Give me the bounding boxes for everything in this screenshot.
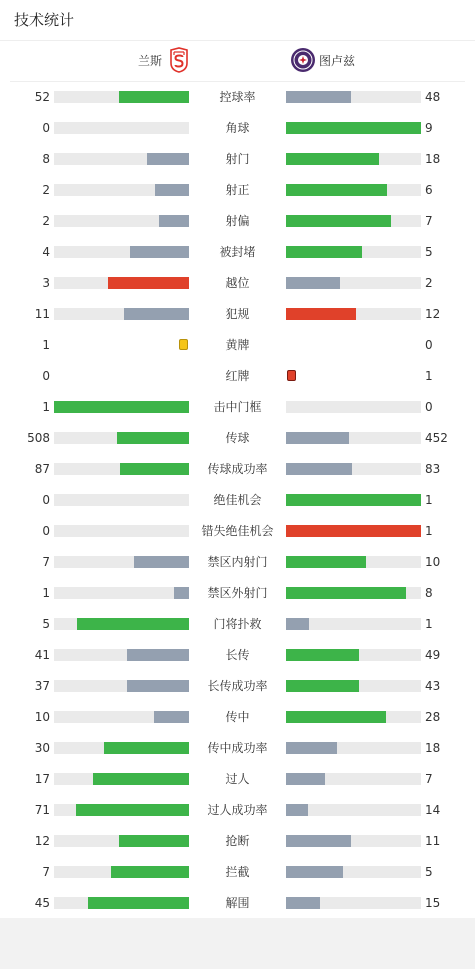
home-value: 5	[42, 617, 50, 631]
yellow-card-icon	[179, 339, 188, 350]
home-value: 71	[34, 803, 50, 817]
home-value: 0	[42, 369, 50, 383]
stat-row	[0, 144, 475, 175]
stat-row	[0, 640, 475, 671]
away-value: 15	[425, 896, 441, 910]
home-bar-fill	[77, 618, 189, 630]
away-value: 11	[425, 834, 441, 848]
home-bar-track	[54, 866, 189, 878]
away-bar-fill	[286, 153, 379, 165]
stat-label: 错失绝佳机会	[201, 524, 274, 538]
home-value: 1	[42, 586, 50, 600]
home-bar-fill	[124, 308, 189, 320]
stat-label: 禁区内射门	[207, 555, 268, 569]
stat-row	[0, 826, 475, 857]
home-bar-fill	[119, 835, 189, 847]
away-bar-track	[286, 122, 421, 134]
away-bar-track	[286, 773, 421, 785]
away-bar-fill	[286, 308, 356, 320]
away-value: 5	[425, 245, 433, 259]
home-value: 30	[34, 741, 50, 755]
away-value: 1	[425, 524, 433, 538]
away-value: 5	[425, 865, 433, 879]
home-bar-fill	[127, 649, 189, 661]
home-value: 8	[42, 152, 50, 166]
home-bar-track	[54, 556, 189, 568]
away-value: 8	[425, 586, 433, 600]
away-bar-track	[286, 711, 421, 723]
stat-label: 角球	[225, 121, 250, 135]
away-bar-track	[286, 649, 421, 661]
away-bar-track	[286, 401, 421, 413]
home-value: 1	[42, 338, 50, 352]
stade-reims-crest-icon	[170, 47, 188, 76]
home-value: 52	[34, 90, 50, 104]
away-bar-fill	[286, 804, 308, 816]
home-value: 4	[42, 245, 50, 259]
home-bar-track	[54, 804, 189, 816]
page-title: 技术统计	[14, 11, 75, 29]
home-bar-track	[54, 277, 189, 289]
home-value: 11	[34, 307, 50, 321]
away-bar-fill	[286, 773, 325, 785]
home-bar-track	[54, 649, 189, 661]
stat-label: 过人	[225, 772, 250, 786]
home-bar-track	[54, 215, 189, 227]
home-bar-track	[54, 587, 189, 599]
stat-row	[0, 237, 475, 268]
away-value: 6	[425, 183, 433, 197]
stat-label: 传球	[225, 431, 250, 445]
home-bar-track	[54, 153, 189, 165]
away-bar-track	[286, 91, 421, 103]
home-value: 7	[42, 555, 50, 569]
stat-row	[0, 82, 475, 113]
away-value: 1	[425, 493, 433, 507]
home-bar-track	[54, 897, 189, 909]
home-bar-fill	[174, 587, 189, 599]
away-bar-fill	[286, 587, 406, 599]
stat-row	[0, 547, 475, 578]
home-bar-track	[54, 494, 189, 506]
stat-label: 禁区外射门	[207, 586, 268, 600]
stat-label: 抢断	[225, 834, 250, 848]
home-bar-fill	[76, 804, 189, 816]
away-bar-fill	[286, 432, 349, 444]
home-value: 3	[42, 276, 50, 290]
stat-row	[0, 206, 475, 237]
away-bar-fill	[286, 711, 386, 723]
away-bar-fill	[286, 742, 337, 754]
stat-label: 传球成功率	[207, 462, 268, 476]
stat-label: 传中	[225, 710, 250, 724]
toulouse-fc-crest-icon	[290, 47, 316, 76]
away-bar-fill	[286, 122, 421, 134]
away-bar-track	[286, 308, 421, 320]
away-bar-fill	[286, 215, 391, 227]
away-value: 1	[425, 369, 433, 383]
away-bar-fill	[286, 556, 366, 568]
away-value: 83	[425, 462, 441, 476]
away-value: 9	[425, 121, 433, 135]
away-bar-fill	[286, 246, 362, 258]
away-value: 48	[425, 90, 441, 104]
stat-row	[0, 454, 475, 485]
away-bar-track	[286, 742, 421, 754]
home-value: 7	[42, 865, 50, 879]
away-bar-fill	[286, 835, 351, 847]
away-bar-track	[286, 835, 421, 847]
away-bar-track	[286, 277, 421, 289]
home-bar-fill	[159, 215, 189, 227]
away-bar-fill	[286, 91, 351, 103]
stat-label: 犯规	[225, 307, 250, 321]
stat-label: 红牌	[225, 369, 250, 383]
teams-header	[0, 41, 475, 81]
home-value: 2	[42, 183, 50, 197]
stat-row	[0, 733, 475, 764]
away-value: 10	[425, 555, 441, 569]
away-bar-track	[286, 494, 421, 506]
stat-row	[0, 299, 475, 330]
stat-row	[0, 857, 475, 888]
stat-row	[0, 795, 475, 826]
away-bar-track	[286, 432, 421, 444]
stat-label: 长传成功率	[207, 679, 268, 693]
home-bar-track	[54, 525, 189, 537]
home-value: 508	[27, 431, 50, 445]
home-bar-fill	[134, 556, 189, 568]
stat-row	[0, 702, 475, 733]
away-bar-fill	[286, 866, 343, 878]
away-bar-track	[286, 463, 421, 475]
stats-list	[0, 82, 475, 919]
home-bar-fill	[108, 277, 189, 289]
away-bar-track	[286, 680, 421, 692]
away-bar-track	[286, 587, 421, 599]
home-value: 0	[42, 524, 50, 538]
away-bar-track	[286, 215, 421, 227]
away-value: 1	[425, 617, 433, 631]
stat-row	[0, 671, 475, 702]
stat-label: 射正	[225, 183, 250, 197]
home-value: 1	[42, 400, 50, 414]
away-value: 12	[425, 307, 441, 321]
home-bar-track	[54, 711, 189, 723]
away-bar-track	[286, 804, 421, 816]
stat-row	[0, 764, 475, 795]
home-bar-fill	[130, 246, 189, 258]
home-bar-track	[54, 680, 189, 692]
home-bar-fill	[119, 91, 189, 103]
stat-row	[0, 609, 475, 640]
away-value: 43	[425, 679, 441, 693]
home-bar-track	[54, 835, 189, 847]
stat-label: 控球率	[219, 90, 256, 104]
stat-label: 击中门框	[213, 400, 262, 414]
stat-label: 解围	[225, 896, 250, 910]
stat-row	[0, 423, 475, 454]
away-team[interactable]	[290, 41, 355, 81]
stat-label: 门将扑救	[213, 617, 262, 631]
home-bar-fill	[120, 463, 189, 475]
stat-row	[0, 361, 475, 392]
away-value: 452	[425, 431, 448, 445]
home-bar-track	[54, 432, 189, 444]
away-value: 7	[425, 772, 433, 786]
home-value: 45	[34, 896, 50, 910]
stat-row	[0, 330, 475, 361]
home-team-name: 兰斯	[137, 54, 162, 68]
home-bar-fill	[127, 680, 189, 692]
stat-row	[0, 578, 475, 609]
stat-label: 越位	[225, 276, 250, 290]
away-value: 0	[425, 400, 433, 414]
home-value: 17	[34, 772, 50, 786]
stat-row	[0, 268, 475, 299]
home-value: 0	[42, 121, 50, 135]
away-bar-track	[286, 246, 421, 258]
stat-row	[0, 175, 475, 206]
away-value: 18	[425, 741, 441, 755]
home-value: 12	[34, 834, 50, 848]
stat-row	[0, 516, 475, 547]
away-value: 28	[425, 710, 441, 724]
away-bar-track	[286, 525, 421, 537]
away-bar-track	[286, 618, 421, 630]
away-bar-track	[286, 556, 421, 568]
home-bar-fill	[154, 711, 189, 723]
away-value: 14	[425, 803, 441, 817]
away-bar-track	[286, 897, 421, 909]
home-bar-track	[54, 184, 189, 196]
home-bar-track	[54, 122, 189, 134]
stat-label: 黄牌	[225, 338, 250, 352]
stat-label: 长传	[225, 648, 250, 662]
home-value: 41	[34, 648, 50, 662]
stat-row	[0, 888, 475, 919]
stat-label: 射偏	[225, 214, 250, 228]
home-bar-fill	[104, 742, 189, 754]
home-bar-track	[54, 773, 189, 785]
away-value: 18	[425, 152, 441, 166]
home-bar-track	[54, 742, 189, 754]
home-bar-track	[54, 401, 189, 413]
stat-label: 绝佳机会	[213, 493, 262, 507]
stat-row	[0, 113, 475, 144]
home-bar-track	[54, 308, 189, 320]
away-bar-track	[286, 153, 421, 165]
home-bar-track	[54, 618, 189, 630]
home-bar-fill	[93, 773, 189, 785]
away-bar-fill	[286, 184, 387, 196]
away-bar-fill	[286, 618, 309, 630]
stat-label: 拦截	[225, 865, 250, 879]
home-bar-track	[54, 246, 189, 258]
stat-label: 射门	[225, 152, 250, 166]
away-value: 0	[425, 338, 433, 352]
away-value: 2	[425, 276, 433, 290]
stat-row	[0, 392, 475, 423]
away-bar-track	[286, 866, 421, 878]
home-bar-fill	[147, 153, 189, 165]
red-card-icon	[287, 370, 296, 381]
stat-label: 过人成功率	[207, 803, 268, 817]
away-bar-fill	[286, 463, 352, 475]
away-bar-fill	[286, 494, 421, 506]
home-value: 10	[34, 710, 50, 724]
home-bar-fill	[117, 432, 189, 444]
home-value: 37	[34, 679, 50, 693]
away-bar-fill	[286, 680, 359, 692]
away-bar-fill	[286, 277, 340, 289]
away-bar-track	[286, 184, 421, 196]
away-team-name: 图卢兹	[319, 54, 356, 68]
home-bar-track	[54, 463, 189, 475]
home-value: 2	[42, 214, 50, 228]
home-value: 87	[34, 462, 50, 476]
away-value: 7	[425, 214, 433, 228]
home-bar-fill	[155, 184, 189, 196]
home-value: 0	[42, 493, 50, 507]
away-bar-fill	[286, 897, 320, 909]
stat-label: 传中成功率	[207, 741, 268, 755]
home-bar-track	[54, 91, 189, 103]
home-bar-fill	[111, 866, 189, 878]
stat-row	[0, 485, 475, 516]
home-bar-fill	[88, 897, 189, 909]
away-bar-fill	[286, 525, 421, 537]
home-bar-fill	[54, 401, 189, 413]
away-value: 49	[425, 648, 441, 662]
stat-label: 被封堵	[219, 245, 256, 259]
away-bar-fill	[286, 649, 359, 661]
home-team[interactable]	[138, 41, 188, 81]
